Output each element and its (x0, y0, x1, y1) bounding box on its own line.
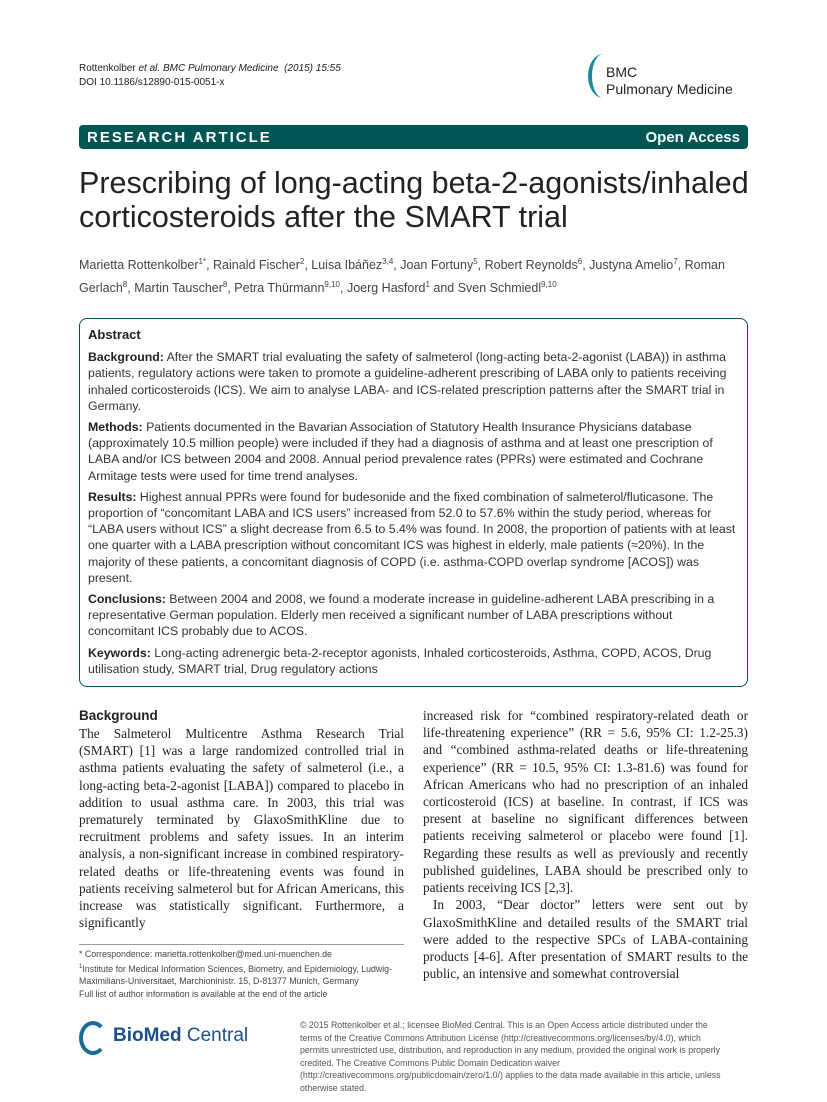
section-text: After the SMART trial evaluating the safety of salmeterol (long-acting beta-2-agonist (LABA)) in asthma patients, regulatory actions were taken to promote a guideline-adherent prescribing of LABA only to patients receiving inhaled corticosteroids (ICS). We aim to analyse LABA- and ICS-related prescription patterns after the SMART trial in Germany. (88, 350, 727, 413)
logo-line1: BMC (606, 64, 638, 80)
author: Rainald Fischer (213, 258, 300, 273)
footnote-divider (79, 944, 404, 945)
author-affiliation: 9,10 (541, 280, 557, 290)
section-text: Between 2004 and 2008, we found a moderate increase in guideline-adherent LABA prescribing in a representative German population. Elderly men received a significant number of LABA prescriptions without concomitant ICS probably due to ACOS. (88, 592, 715, 639)
abstract-box (79, 318, 748, 687)
author-affiliation: 3,4 (382, 257, 394, 266)
author: Marietta Rottenkolber (79, 258, 199, 273)
full-list-note: Full list of author information is available at the end of the article (79, 989, 328, 1000)
body-paragraph: The Salmeterol Multicentre Asthma Research Trial (SMART) [1] was a large randomized controlled trial in asthma patients evaluating the safety of salmeterol (i.e., a long-acting beta-2-agonist [LABA]) compared to placebo in addition to usual asthma care. In 2003, this trial was prematurely terminated by GlaxoSmithKline due to recruitment problems and safety issues. In an interim analysis, a non-significant increase in combined respiratory-related deaths or life-threatening events was found in patients receiving salmeterol but for African Americans, this increase was statistically significant. Furthermore, a significantly (79, 726, 404, 931)
running-header (79, 62, 341, 90)
logo-light: Central (181, 1025, 249, 1047)
abstract-methods (88, 419, 739, 484)
section-label: Results: (88, 489, 137, 504)
author: Joerg Hasford (346, 281, 426, 296)
biomed-central-logo (79, 1019, 300, 1059)
author: Luisa Ibáñez (311, 258, 383, 273)
body-columns (79, 707, 748, 1001)
author: Sven Schmiedl (457, 281, 542, 296)
footnotes (79, 948, 404, 1002)
open-access-label: Open Access (645, 128, 740, 146)
author-affiliation: 1 (425, 280, 430, 290)
author-affiliation: 6 (577, 257, 583, 266)
section-text: Long-acting adrenergic beta-2-receptor agonists, Inhaled corticosteroids, Asthma, COPD, ACOS, Drug utilisation study, SMART trial, Drug regulatory actions (88, 645, 712, 676)
section-text: Highest annual PPRs were found for budesonide and the fixed combination of salmeterol/fluticasone. The proportion of “concomitant LABA and ICS users” increased from 52.0 to 57.6% within the study period, whereas for “LABA users without ICS” a slight decrease from 6.5 to 5.4% was found. In 2008, the proportion of patients with at least one quarter with a LABA prescription without concomitant ICS was highest in elderly, male patients (≈20%). In the majority of these patients, a concomitant diagnosis of COPD (i.e. asthma-COPD overlap syndrome [ACOS]) was present. (88, 489, 736, 585)
body-left-column (79, 707, 404, 1001)
logo-line2: Pulmonary Medicine (606, 81, 733, 97)
abstract-heading: Abstract (88, 327, 141, 342)
author-affiliation: 8 (122, 280, 128, 290)
body-paragraph: increased risk for “combined respiratory-related death or life-threatening experience” (RR = 5.6, 95% CI: 1.2-25.3) and “combined asthma-related deaths or life-threatening experience” (RR = 10.5, 95% CI: 1.3-81.6) was found for African Americans who had no prescription of an inhaled corticosteroid (ICS) at baseline. In contrast, if ICS was present at baseline no significant differences between patients receiving salmeterol or placebo were found [1]. Regarding these results as well as previously and recently published guidelines, LABA should be prescribed only to patients receiving ICS [2,3]. (423, 708, 748, 896)
abstract-keywords (88, 645, 739, 677)
author-affiliation: 9,10 (324, 280, 340, 290)
section-label: Conclusions: (88, 592, 166, 607)
section-label: Background: (88, 350, 164, 365)
license-text: © 2015 Rottenkolber et al.; licensee BioMed Central. This is an Open Access article distributed under the terms of the Creative Commons Attribution License (http://creativecommons.org/licenses/by/4.0), which permits unrestricted use, distribution, and reproduction in any medium, provided the original work is properly credited. The Creative Commons Public Domain Dedication waiver (http://creativecommons.org/publicdomain/zero/1.0/) applies to the data made available in this article, unless otherwise stated. (300, 1020, 721, 1093)
author: Joan Fortuny (400, 258, 474, 273)
body-paragraph: In 2003, “Dear doctor” letters were sent out by GlaxoSmithKline and detailed results of the SMART trial were added to the respective SPCs of LABA-containing products [4-6]. After presentation of SMART results to the public, an intensive and somewhat controversial (423, 897, 748, 982)
author-affiliation: 1* (198, 257, 207, 266)
abstract-background (88, 349, 739, 414)
author: Petra Thürmann (234, 281, 325, 296)
author: Martin Tauscher (134, 281, 223, 296)
bmc-circle-icon (79, 1021, 107, 1055)
correspondence[interactable]: * Correspondence: marietta.rottenkolber@med.uni-muenchen.de (79, 948, 332, 959)
article-title: Prescribing of long-acting beta-2-agonists/inhaled corticosteroids after the SMART trial (79, 166, 749, 234)
citation-author: Rottenkolber (79, 63, 136, 74)
affiliation (79, 961, 404, 989)
section-heading: Background (79, 708, 158, 724)
logo-bold: BioMed (113, 1025, 182, 1047)
journal-logo (588, 50, 758, 105)
abstract-conclusions (88, 591, 739, 640)
author: Robert Reynolds (484, 258, 578, 273)
doi[interactable]: DOI 10.1186/s12890-015-0051-x (79, 77, 225, 88)
abstract-results (88, 489, 739, 586)
page-footer (79, 1019, 748, 1094)
body-right-column (423, 707, 748, 1001)
main-content (79, 318, 748, 1094)
author-affiliation: 7 (673, 257, 678, 266)
citation-rest: et al. BMC Pulmonary Medicine (2015) 15:55 (135, 63, 341, 74)
aff-text: Institute for Medical Information Sciences, Biometry, and Epidemiology, Ludwig-Maximilians-Universitaet, Marchioninistr. 15, D-81377 Munich, Germany (79, 963, 393, 987)
author-affiliation: 2 (299, 257, 305, 266)
author-list: Marietta Rottenkolber$^{1*}$, Rainald Fischer$^2$, Luisa Ibáñez$^{3,4}$, Joan Fortuny$^5$, Robert Reynolds$^6$, Justyna Amelio$^7$, Roman Gerlach$^8$, Martin Tauscher$^8$, Petra Thürmann$^{9,10}$, Joerg Hasford$^1$ and Sven Schmiedl$^{9,10}$ (79, 257, 725, 296)
author: Justyna Amelio (589, 258, 674, 273)
section-text: Patients documented in the Bavarian Association of Statutory Health Insurance Physicians database (approximately 10.5 million people) were included if they had a diagnosis of asthma and at least one prescription of LABA and/or ICS between 2004 and 2008. Annual period prevalence rates (PPRs) were estimated and Cochrane Armitage tests were used for time trend analyses. (88, 420, 713, 483)
article-type: RESEARCH ARTICLE (87, 128, 272, 146)
section-label: Keywords: (88, 645, 151, 660)
section-label: Methods: (88, 420, 143, 435)
article-type-banner (79, 125, 748, 149)
author-affiliation: 8 (222, 280, 228, 290)
author-affiliation: 5 (473, 257, 478, 266)
aff-number: 1 (79, 963, 83, 970)
author: Roman Gerlach (79, 258, 725, 296)
